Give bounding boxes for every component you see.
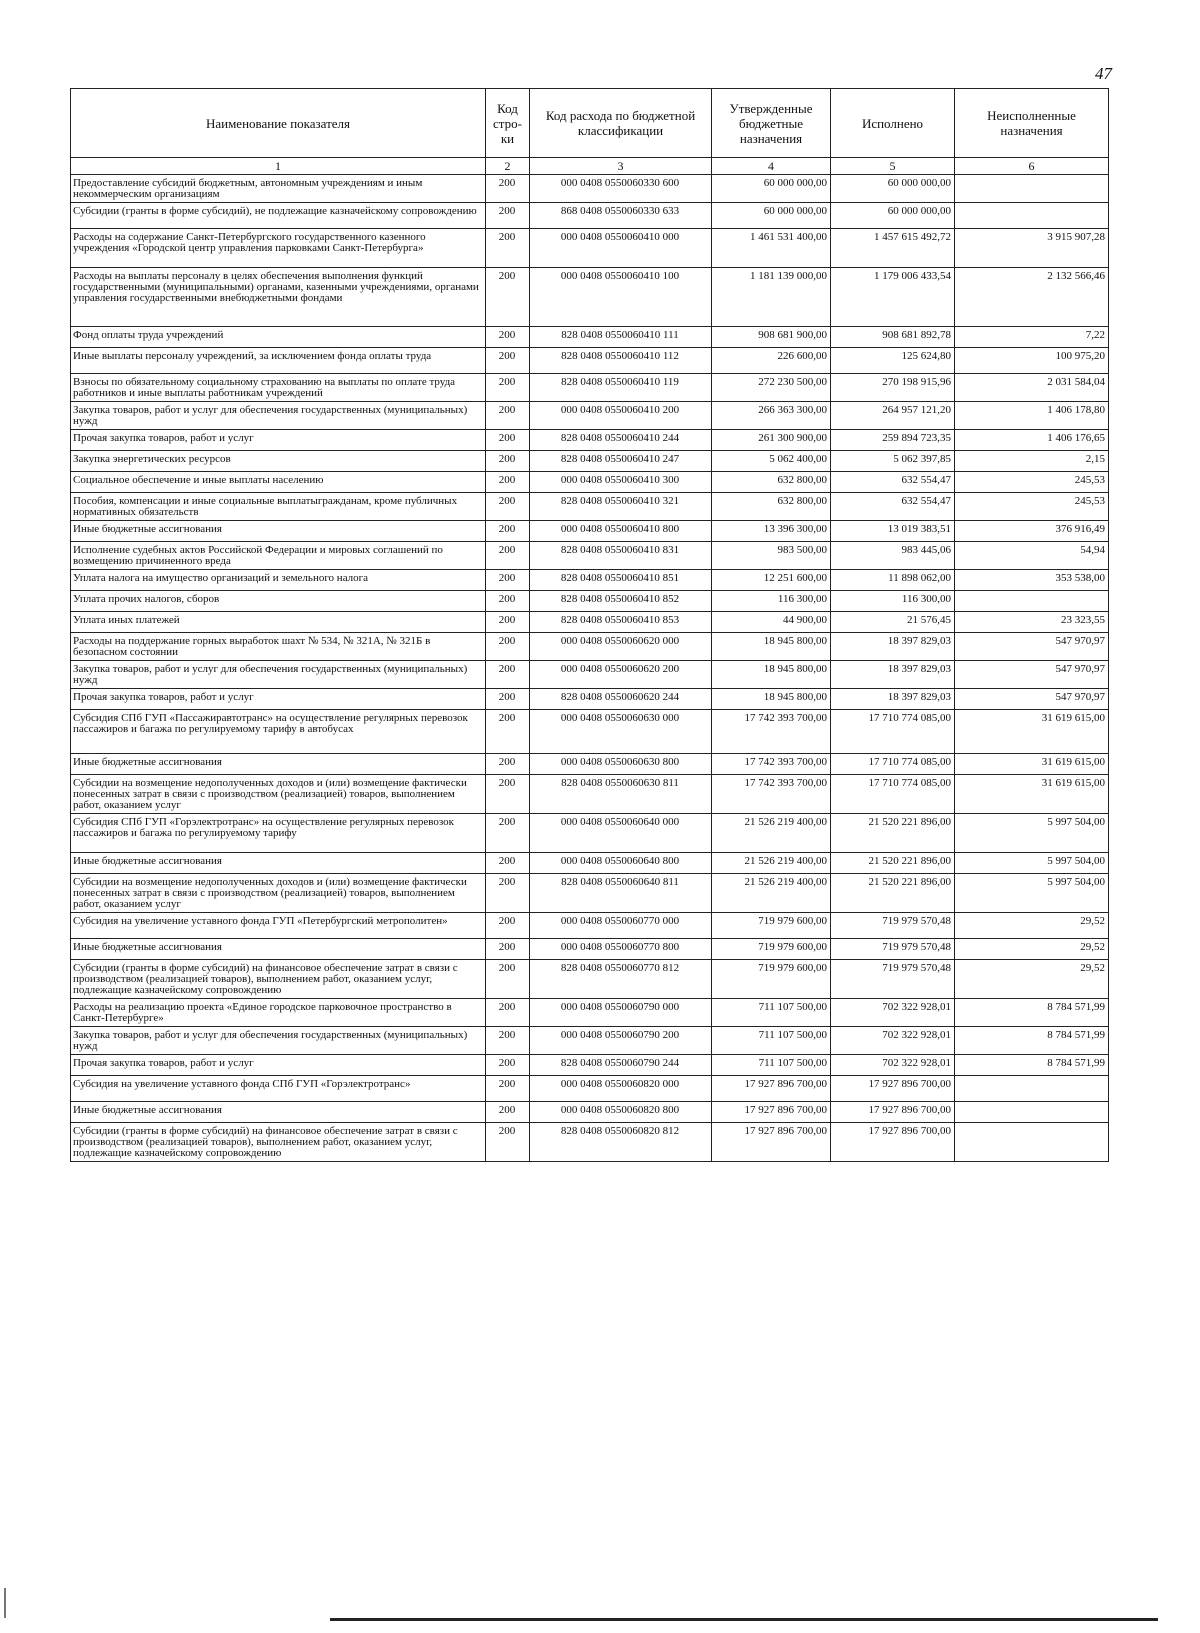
- row-budget-class-code: 828 0408 0550060790 244: [530, 1055, 712, 1076]
- row-executed-amount: 11 898 062,00: [831, 570, 955, 591]
- row-indicator-name: Иные бюджетные ассигнования: [71, 853, 486, 874]
- budget-execution-table: [70, 88, 1109, 1162]
- row-indicator-name: Субсидии (гранты в форме субсидий) на финансовое обеспечение затрат в связи с производством (реализацией товаров), выполнением работ, оказанием услуг, подлежащие казначейскому сопровождению: [71, 960, 486, 999]
- row-approved-amount: 711 107 500,00: [712, 1027, 831, 1055]
- row-executed-amount: 632 554,47: [831, 493, 955, 521]
- table-body: [71, 175, 1109, 1162]
- row-executed-amount: 259 894 723,35: [831, 430, 955, 451]
- table-row: [71, 542, 1109, 570]
- row-unexecuted-amount: 1 406 176,65: [955, 430, 1109, 451]
- row-indicator-name: Расходы на поддержание горных выработок шахт № 534, № 321А, № 321Б в безопасном состоянии: [71, 633, 486, 661]
- row-approved-amount: 632 800,00: [712, 493, 831, 521]
- table-row: [71, 229, 1109, 268]
- row-indicator-name: Субсидии на возмещение недополученных доходов и (или) возмещение фактически понесенных затрат в связи с производством (реализацией) товаров, выполнением работ, оказанием услуг: [71, 775, 486, 814]
- row-line-code: 200: [486, 430, 530, 451]
- row-approved-amount: 18 945 800,00: [712, 633, 831, 661]
- row-indicator-name: Прочая закупка товаров, работ и услуг: [71, 1055, 486, 1076]
- row-executed-amount: 719 979 570,48: [831, 939, 955, 960]
- row-budget-class-code: 828 0408 0550060820 812: [530, 1123, 712, 1162]
- table-row: [71, 521, 1109, 542]
- row-line-code: 200: [486, 521, 530, 542]
- table-row: [71, 633, 1109, 661]
- header-line-code: Код стро-ки: [486, 89, 530, 158]
- row-line-code: 200: [486, 1027, 530, 1055]
- table-row: [71, 348, 1109, 374]
- row-indicator-name: Иные выплаты персоналу учреждений, за исключением фонда оплаты труда: [71, 348, 486, 374]
- row-approved-amount: 21 526 219 400,00: [712, 874, 831, 913]
- row-unexecuted-amount: [955, 591, 1109, 612]
- row-executed-amount: 60 000 000,00: [831, 175, 955, 203]
- row-unexecuted-amount: 7,22: [955, 327, 1109, 348]
- row-indicator-name: Исполнение судебных актов Российской Федерации и мировых соглашений по возмещению причиненного вреда: [71, 542, 486, 570]
- row-indicator-name: Прочая закупка товаров, работ и услуг: [71, 689, 486, 710]
- row-approved-amount: 17 927 896 700,00: [712, 1102, 831, 1123]
- row-line-code: 200: [486, 348, 530, 374]
- row-approved-amount: 116 300,00: [712, 591, 831, 612]
- column-number: 6: [955, 158, 1109, 175]
- table-row: [71, 1055, 1109, 1076]
- row-approved-amount: 60 000 000,00: [712, 203, 831, 229]
- row-line-code: 200: [486, 472, 530, 493]
- row-line-code: 200: [486, 913, 530, 939]
- table-row: [71, 430, 1109, 451]
- row-line-code: 200: [486, 661, 530, 689]
- row-indicator-name: Предоставление субсидий бюджетным, автономным учреждениям и иным некоммерческим организациям: [71, 175, 486, 203]
- row-indicator-name: Расходы на содержание Санкт-Петербургского государственного казенного учреждения «Городской центр управления парковками Санкт-Петербурга»: [71, 229, 486, 268]
- row-unexecuted-amount: [955, 1076, 1109, 1102]
- row-executed-amount: 702 322 928,01: [831, 999, 955, 1027]
- row-indicator-name: Иные бюджетные ассигнования: [71, 1102, 486, 1123]
- row-indicator-name: Взносы по обязательному социальному страхованию на выплаты по оплате труда работников и иные выплаты работникам учреждений: [71, 374, 486, 402]
- row-unexecuted-amount: 3 915 907,28: [955, 229, 1109, 268]
- row-budget-class-code: 000 0408 0550060770 800: [530, 939, 712, 960]
- row-indicator-name: Расходы на выплаты персоналу в целях обеспечения выполнения функций государственными (муниципальными) органами, казенными учреждениями, органами управления государственными внебюджетными фондами: [71, 268, 486, 327]
- bottom-divider: [330, 1618, 1158, 1621]
- row-executed-amount: 21 520 221 896,00: [831, 874, 955, 913]
- row-approved-amount: 17 742 393 700,00: [712, 775, 831, 814]
- row-budget-class-code: 828 0408 0550060410 852: [530, 591, 712, 612]
- row-approved-amount: 983 500,00: [712, 542, 831, 570]
- column-number: 1: [71, 158, 486, 175]
- row-executed-amount: 21 576,45: [831, 612, 955, 633]
- row-indicator-name: Закупка товаров, работ и услуг для обеспечения государственных (муниципальных) нужд: [71, 402, 486, 430]
- row-line-code: 200: [486, 1102, 530, 1123]
- row-unexecuted-amount: 29,52: [955, 913, 1109, 939]
- header-executed: Исполнено: [831, 89, 955, 158]
- header-budget-class-code: Код расхода по бюджетной классификации: [530, 89, 712, 158]
- row-budget-class-code: 000 0408 0550060790 000: [530, 999, 712, 1027]
- table-row: [71, 612, 1109, 633]
- row-line-code: 200: [486, 633, 530, 661]
- row-executed-amount: 632 554,47: [831, 472, 955, 493]
- table-row: [71, 203, 1109, 229]
- row-executed-amount: 17 710 774 085,00: [831, 775, 955, 814]
- row-unexecuted-amount: 31 619 615,00: [955, 710, 1109, 754]
- row-approved-amount: 632 800,00: [712, 472, 831, 493]
- row-budget-class-code: 000 0408 0550060410 300: [530, 472, 712, 493]
- row-approved-amount: 719 979 600,00: [712, 960, 831, 999]
- table-row: [71, 710, 1109, 754]
- row-unexecuted-amount: 2 031 584,04: [955, 374, 1109, 402]
- row-line-code: 200: [486, 402, 530, 430]
- row-unexecuted-amount: 54,94: [955, 542, 1109, 570]
- table-row: [71, 493, 1109, 521]
- row-executed-amount: 21 520 221 896,00: [831, 853, 955, 874]
- table-row: [71, 775, 1109, 814]
- row-approved-amount: 719 979 600,00: [712, 913, 831, 939]
- row-unexecuted-amount: 29,52: [955, 960, 1109, 999]
- table-row: [71, 402, 1109, 430]
- row-indicator-name: Пособия, компенсации и иные социальные выплатыгражданам, кроме публичных нормативных обязательств: [71, 493, 486, 521]
- row-indicator-name: Закупка товаров, работ и услуг для обеспечения государственных (муниципальных) нужд: [71, 1027, 486, 1055]
- row-indicator-name: Уплата прочих налогов, сборов: [71, 591, 486, 612]
- row-approved-amount: 13 396 300,00: [712, 521, 831, 542]
- row-line-code: 200: [486, 960, 530, 999]
- row-unexecuted-amount: 5 997 504,00: [955, 814, 1109, 853]
- row-unexecuted-amount: 353 538,00: [955, 570, 1109, 591]
- row-budget-class-code: 828 0408 0550060640 811: [530, 874, 712, 913]
- row-budget-class-code: 000 0408 0550060620 200: [530, 661, 712, 689]
- table-row: [71, 689, 1109, 710]
- row-approved-amount: 266 363 300,00: [712, 402, 831, 430]
- row-executed-amount: 264 957 121,20: [831, 402, 955, 430]
- row-budget-class-code: 828 0408 0550060410 851: [530, 570, 712, 591]
- row-unexecuted-amount: 2,15: [955, 451, 1109, 472]
- row-budget-class-code: 828 0408 0550060770 812: [530, 960, 712, 999]
- row-approved-amount: 261 300 900,00: [712, 430, 831, 451]
- row-approved-amount: 17 927 896 700,00: [712, 1076, 831, 1102]
- row-line-code: 200: [486, 689, 530, 710]
- row-budget-class-code: 000 0408 0550060330 600: [530, 175, 712, 203]
- row-executed-amount: 719 979 570,48: [831, 960, 955, 999]
- row-line-code: 200: [486, 874, 530, 913]
- table-row: [71, 999, 1109, 1027]
- table-row: [71, 960, 1109, 999]
- row-approved-amount: 17 927 896 700,00: [712, 1123, 831, 1162]
- row-executed-amount: 60 000 000,00: [831, 203, 955, 229]
- row-approved-amount: 44 900,00: [712, 612, 831, 633]
- row-line-code: 200: [486, 451, 530, 472]
- row-budget-class-code: 828 0408 0550060630 811: [530, 775, 712, 814]
- table-row: [71, 175, 1109, 203]
- row-line-code: 200: [486, 268, 530, 327]
- row-budget-class-code: 000 0408 0550060820 800: [530, 1102, 712, 1123]
- row-approved-amount: 1 461 531 400,00: [712, 229, 831, 268]
- row-approved-amount: 719 979 600,00: [712, 939, 831, 960]
- table-row: [71, 814, 1109, 853]
- row-budget-class-code: 000 0408 0550060640 000: [530, 814, 712, 853]
- header-unexecuted: Неисполненные назначения: [955, 89, 1109, 158]
- row-indicator-name: Иные бюджетные ассигнования: [71, 754, 486, 775]
- row-unexecuted-amount: 547 970,97: [955, 689, 1109, 710]
- row-executed-amount: 17 927 896 700,00: [831, 1076, 955, 1102]
- table-row: [71, 374, 1109, 402]
- row-indicator-name: Иные бюджетные ассигнования: [71, 939, 486, 960]
- column-number: 3: [530, 158, 712, 175]
- row-line-code: 200: [486, 542, 530, 570]
- row-line-code: 200: [486, 374, 530, 402]
- row-budget-class-code: 000 0408 0550060410 200: [530, 402, 712, 430]
- row-approved-amount: 18 945 800,00: [712, 689, 831, 710]
- row-indicator-name: Расходы на реализацию проекта «Единое городское парковочное пространство в Санкт-Петербурге»: [71, 999, 486, 1027]
- row-budget-class-code: 000 0408 0550060410 000: [530, 229, 712, 268]
- row-unexecuted-amount: 100 975,20: [955, 348, 1109, 374]
- row-budget-class-code: 828 0408 0550060410 831: [530, 542, 712, 570]
- row-indicator-name: Субсидия СПб ГУП «Пассажиравтотранс» на осуществление регулярных перевозок пассажиров и багажа по регулируемому тарифу в автобусах: [71, 710, 486, 754]
- row-executed-amount: 270 198 915,96: [831, 374, 955, 402]
- row-indicator-name: Субсидия СПб ГУП «Горэлектротранс» на осуществление регулярных перевозок пассажиров и багажа по регулируемому тарифу: [71, 814, 486, 853]
- row-budget-class-code: 828 0408 0550060410 111: [530, 327, 712, 348]
- row-unexecuted-amount: 5 997 504,00: [955, 874, 1109, 913]
- row-executed-amount: 17 710 774 085,00: [831, 710, 955, 754]
- row-line-code: 200: [486, 493, 530, 521]
- row-executed-amount: 125 624,80: [831, 348, 955, 374]
- row-unexecuted-amount: 8 784 571,99: [955, 1055, 1109, 1076]
- row-line-code: 200: [486, 175, 530, 203]
- table-row: [71, 1076, 1109, 1102]
- header-approved: Утвержденные бюджетные назначения: [712, 89, 831, 158]
- row-budget-class-code: 000 0408 0550060640 800: [530, 853, 712, 874]
- row-indicator-name: Иные бюджетные ассигнования: [71, 521, 486, 542]
- table-row: [71, 939, 1109, 960]
- column-number: 4: [712, 158, 831, 175]
- row-approved-amount: 21 526 219 400,00: [712, 853, 831, 874]
- table-row: [71, 451, 1109, 472]
- row-line-code: 200: [486, 775, 530, 814]
- row-approved-amount: 711 107 500,00: [712, 999, 831, 1027]
- row-line-code: 200: [486, 853, 530, 874]
- table-row: [71, 268, 1109, 327]
- row-approved-amount: 272 230 500,00: [712, 374, 831, 402]
- row-line-code: 200: [486, 1055, 530, 1076]
- row-approved-amount: 226 600,00: [712, 348, 831, 374]
- row-unexecuted-amount: 245,53: [955, 493, 1109, 521]
- row-line-code: 200: [486, 814, 530, 853]
- row-line-code: 200: [486, 754, 530, 775]
- row-executed-amount: 702 322 928,01: [831, 1027, 955, 1055]
- row-approved-amount: 18 945 800,00: [712, 661, 831, 689]
- row-unexecuted-amount: 376 916,49: [955, 521, 1109, 542]
- page-number: 47: [1095, 64, 1112, 83]
- row-indicator-name: Субсидии (гранты в форме субсидий) на финансовое обеспечение затрат в связи с производством (реализацией товаров), выполнением работ, оказанием услуг, подлежащие казначейскому сопровождению: [71, 1123, 486, 1162]
- row-line-code: 200: [486, 710, 530, 754]
- row-approved-amount: 60 000 000,00: [712, 175, 831, 203]
- row-unexecuted-amount: [955, 1123, 1109, 1162]
- table-row: [71, 327, 1109, 348]
- table-row: [71, 874, 1109, 913]
- row-unexecuted-amount: 1 406 178,80: [955, 402, 1109, 430]
- row-executed-amount: 5 062 397,85: [831, 451, 955, 472]
- header-indicator-name: Наименование показателя: [71, 89, 486, 158]
- row-unexecuted-amount: 31 619 615,00: [955, 754, 1109, 775]
- row-executed-amount: 983 445,06: [831, 542, 955, 570]
- row-unexecuted-amount: [955, 1102, 1109, 1123]
- row-budget-class-code: 828 0408 0550060410 244: [530, 430, 712, 451]
- row-budget-class-code: 828 0408 0550060410 321: [530, 493, 712, 521]
- row-line-code: 200: [486, 229, 530, 268]
- row-approved-amount: 711 107 500,00: [712, 1055, 831, 1076]
- row-executed-amount: 18 397 829,03: [831, 689, 955, 710]
- row-unexecuted-amount: [955, 175, 1109, 203]
- row-budget-class-code: 000 0408 0550060620 000: [530, 633, 712, 661]
- row-line-code: 200: [486, 1076, 530, 1102]
- row-approved-amount: 21 526 219 400,00: [712, 814, 831, 853]
- row-executed-amount: 18 397 829,03: [831, 661, 955, 689]
- row-executed-amount: 702 322 928,01: [831, 1055, 955, 1076]
- row-approved-amount: 12 251 600,00: [712, 570, 831, 591]
- table-row: [71, 1027, 1109, 1055]
- scan-margin-mark: [4, 1588, 6, 1618]
- row-budget-class-code: 868 0408 0550060330 633: [530, 203, 712, 229]
- table-row: [71, 472, 1109, 493]
- row-budget-class-code: 828 0408 0550060410 853: [530, 612, 712, 633]
- row-budget-class-code: 000 0408 0550060410 800: [530, 521, 712, 542]
- row-executed-amount: 13 019 383,51: [831, 521, 955, 542]
- column-number: 5: [831, 158, 955, 175]
- column-number: 2: [486, 158, 530, 175]
- row-approved-amount: 1 181 139 000,00: [712, 268, 831, 327]
- row-indicator-name: Фонд оплаты труда учреждений: [71, 327, 486, 348]
- row-indicator-name: Уплата иных платежей: [71, 612, 486, 633]
- row-line-code: 200: [486, 1123, 530, 1162]
- row-executed-amount: 1 457 615 492,72: [831, 229, 955, 268]
- row-unexecuted-amount: 5 997 504,00: [955, 853, 1109, 874]
- row-line-code: 200: [486, 591, 530, 612]
- row-indicator-name: Закупка энергетических ресурсов: [71, 451, 486, 472]
- row-unexecuted-amount: 547 970,97: [955, 661, 1109, 689]
- table-row: [71, 661, 1109, 689]
- row-unexecuted-amount: 29,52: [955, 939, 1109, 960]
- row-unexecuted-amount: 547 970,97: [955, 633, 1109, 661]
- row-budget-class-code: 828 0408 0550060410 247: [530, 451, 712, 472]
- row-indicator-name: Закупка товаров, работ и услуг для обеспечения государственных (муниципальных) нужд: [71, 661, 486, 689]
- row-executed-amount: 17 927 896 700,00: [831, 1102, 955, 1123]
- row-budget-class-code: 828 0408 0550060620 244: [530, 689, 712, 710]
- row-line-code: 200: [486, 327, 530, 348]
- row-executed-amount: 17 927 896 700,00: [831, 1123, 955, 1162]
- row-unexecuted-amount: 23 323,55: [955, 612, 1109, 633]
- row-budget-class-code: 828 0408 0550060410 119: [530, 374, 712, 402]
- table-row: [71, 1123, 1109, 1162]
- row-unexecuted-amount: 245,53: [955, 472, 1109, 493]
- row-executed-amount: 21 520 221 896,00: [831, 814, 955, 853]
- row-line-code: 200: [486, 612, 530, 633]
- row-line-code: 200: [486, 939, 530, 960]
- row-executed-amount: 719 979 570,48: [831, 913, 955, 939]
- row-budget-class-code: 000 0408 0550060630 000: [530, 710, 712, 754]
- row-unexecuted-amount: 8 784 571,99: [955, 1027, 1109, 1055]
- row-indicator-name: Прочая закупка товаров, работ и услуг: [71, 430, 486, 451]
- row-indicator-name: Субсидии на возмещение недополученных доходов и (или) возмещение фактически понесенных затрат в связи с производством (реализацией) товаров, выполнением работ, оказанием услуг: [71, 874, 486, 913]
- table-header-row: [71, 89, 1109, 158]
- table-row: [71, 853, 1109, 874]
- row-budget-class-code: 000 0408 0550060790 200: [530, 1027, 712, 1055]
- row-unexecuted-amount: 8 784 571,99: [955, 999, 1109, 1027]
- row-unexecuted-amount: 31 619 615,00: [955, 775, 1109, 814]
- row-unexecuted-amount: 2 132 566,46: [955, 268, 1109, 327]
- table-row: [71, 570, 1109, 591]
- table-row: [71, 1102, 1109, 1123]
- row-executed-amount: 908 681 892,78: [831, 327, 955, 348]
- column-number-row: [71, 158, 1109, 175]
- row-indicator-name: Субсидия на увеличение уставного фонда СПб ГУП «Горэлектротранс»: [71, 1076, 486, 1102]
- row-line-code: 200: [486, 203, 530, 229]
- row-indicator-name: Субсидии (гранты в форме субсидий), не подлежащие казначейскому сопровождению: [71, 203, 486, 229]
- row-line-code: 200: [486, 570, 530, 591]
- row-line-code: 200: [486, 999, 530, 1027]
- row-unexecuted-amount: [955, 203, 1109, 229]
- row-budget-class-code: 000 0408 0550060820 000: [530, 1076, 712, 1102]
- row-executed-amount: 116 300,00: [831, 591, 955, 612]
- row-budget-class-code: 000 0408 0550060630 800: [530, 754, 712, 775]
- table-row: [71, 754, 1109, 775]
- row-approved-amount: 5 062 400,00: [712, 451, 831, 472]
- row-executed-amount: 17 710 774 085,00: [831, 754, 955, 775]
- row-approved-amount: 17 742 393 700,00: [712, 754, 831, 775]
- table-row: [71, 591, 1109, 612]
- row-indicator-name: Социальное обеспечение и иные выплаты населению: [71, 472, 486, 493]
- row-executed-amount: 18 397 829,03: [831, 633, 955, 661]
- row-indicator-name: Субсидия на увеличение уставного фонда ГУП «Петербургский метрополитен»: [71, 913, 486, 939]
- row-budget-class-code: 828 0408 0550060410 112: [530, 348, 712, 374]
- row-executed-amount: 1 179 006 433,54: [831, 268, 955, 327]
- row-indicator-name: Уплата налога на имущество организаций и земельного налога: [71, 570, 486, 591]
- table-row: [71, 913, 1109, 939]
- row-budget-class-code: 000 0408 0550060410 100: [530, 268, 712, 327]
- row-approved-amount: 17 742 393 700,00: [712, 710, 831, 754]
- row-budget-class-code: 000 0408 0550060770 000: [530, 913, 712, 939]
- row-approved-amount: 908 681 900,00: [712, 327, 831, 348]
